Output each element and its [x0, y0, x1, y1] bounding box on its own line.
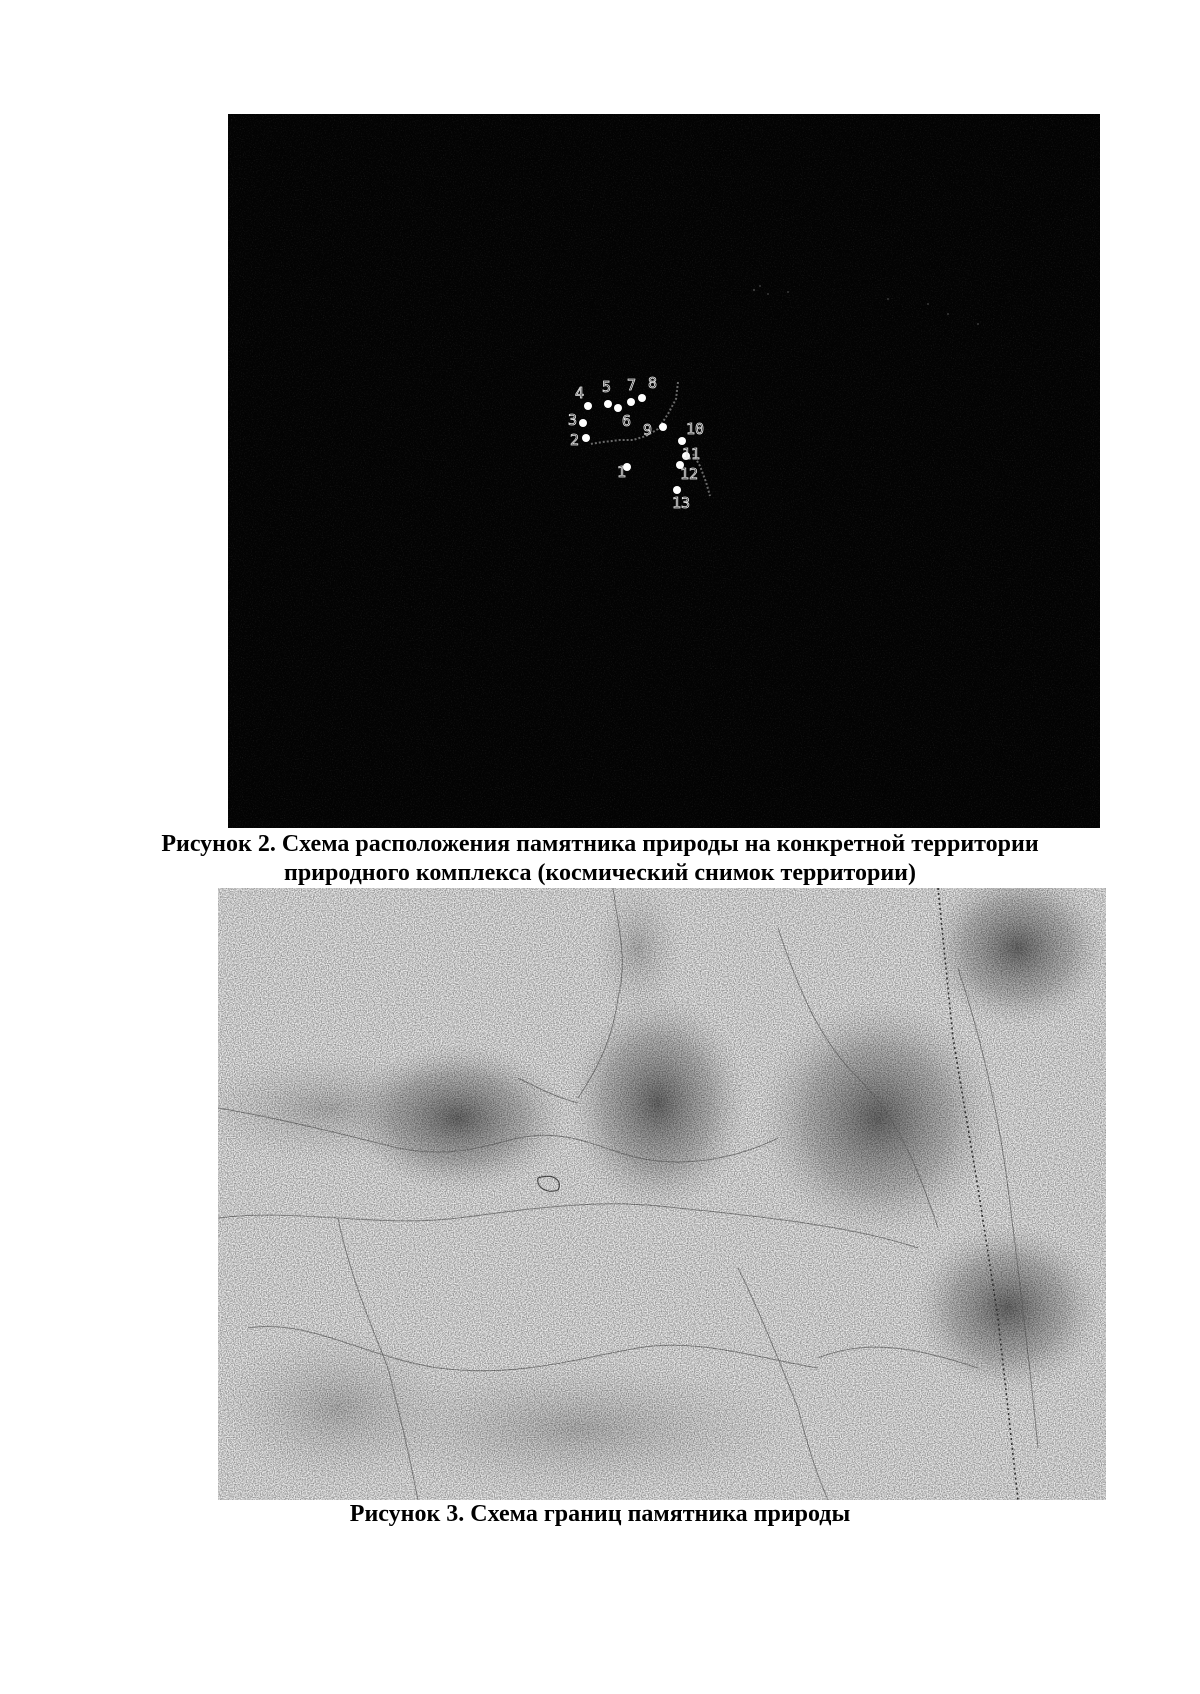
point-marker — [678, 437, 686, 445]
point-marker — [584, 402, 592, 410]
point-marker — [582, 434, 590, 442]
point-label: 11 — [682, 445, 701, 463]
figure-2-caption-line-2: природного комплекса (космический снимок территории) — [283, 860, 916, 886]
satellite-image-figure-2 — [228, 114, 1100, 828]
point-label: 7 — [627, 376, 637, 394]
point-marker — [579, 419, 587, 427]
point-label: 12 — [680, 465, 699, 483]
point-label: 9 — [643, 421, 653, 439]
figure-2-caption-line-1: Рисунок 2. Схема расположения памятника природы на конкретной территории — [161, 831, 1039, 857]
point-label: 2 — [570, 431, 580, 449]
point-label: 1 — [617, 463, 627, 481]
point-label: 3 — [568, 411, 578, 429]
point-label: 10 — [686, 420, 705, 438]
point-label: 6 — [622, 412, 632, 430]
point-label: 13 — [672, 494, 691, 512]
topographic-map — [218, 888, 1106, 1500]
monument-point-12 — [676, 461, 698, 483]
point-label: 4 — [575, 384, 585, 402]
point-marker — [659, 423, 667, 431]
topographic-map-figure-3 — [218, 888, 1106, 1500]
point-label: 8 — [648, 374, 658, 392]
monument-point-11 — [682, 445, 700, 463]
point-marker — [604, 400, 612, 408]
satellite-image — [228, 114, 1100, 828]
point-marker — [627, 398, 635, 406]
point-marker — [673, 486, 681, 494]
point-marker — [614, 404, 622, 412]
figure-3-caption: Рисунок 3. Схема границ памятника природы — [349, 1501, 851, 1527]
monument-point-7 — [627, 376, 636, 406]
point-label: 5 — [602, 378, 612, 396]
point-marker — [638, 394, 646, 402]
figure-2-caption — [0, 830, 1200, 888]
